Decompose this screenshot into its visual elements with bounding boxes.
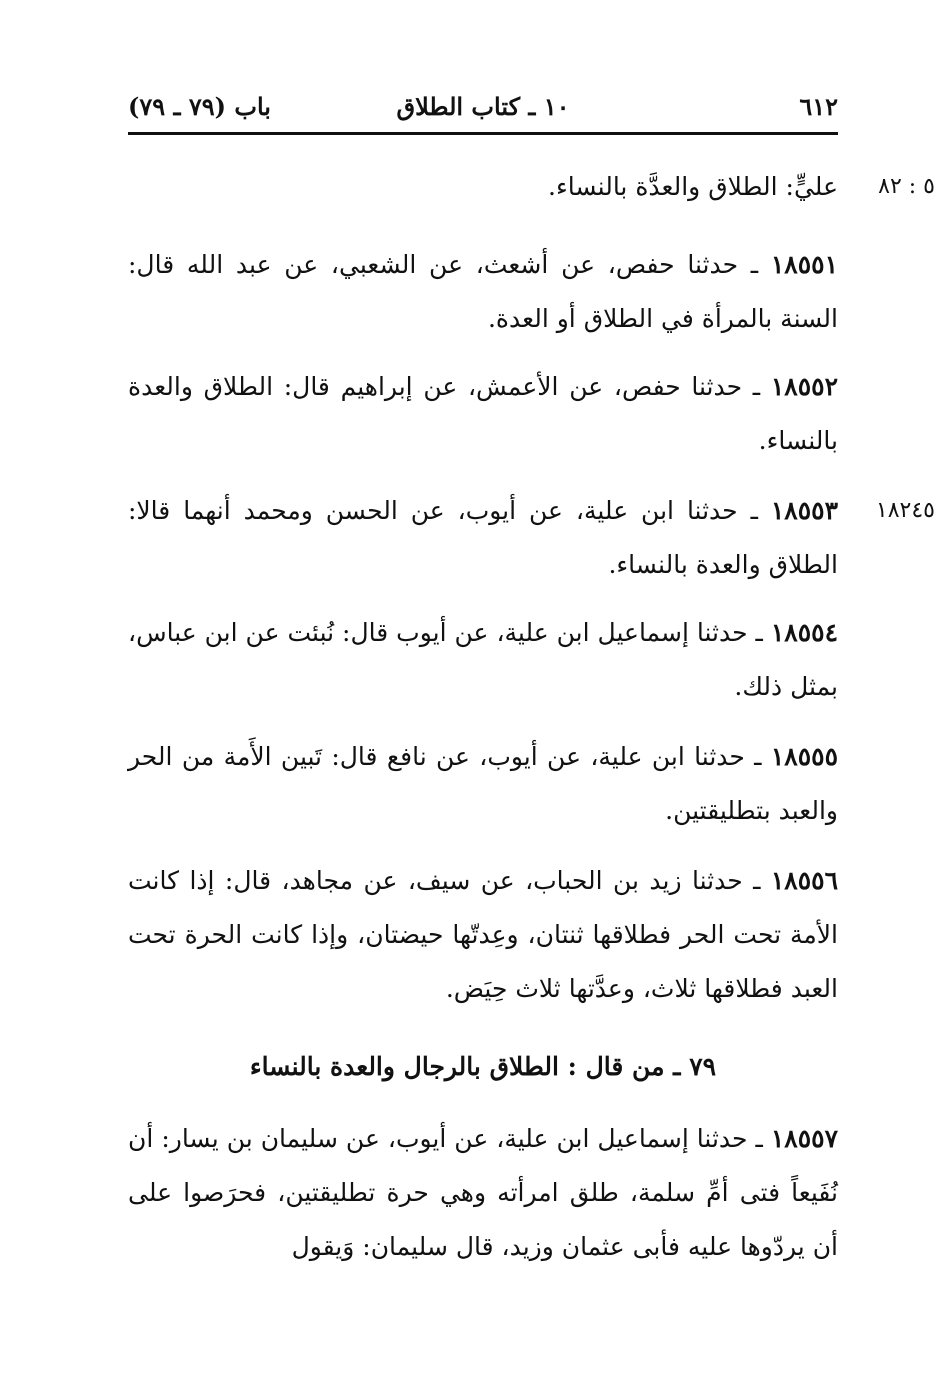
hadith-18557 xyxy=(128,1112,838,1274)
hadith-18553 xyxy=(128,484,838,592)
hadith-18554 xyxy=(128,606,838,714)
hadith-text: ـ حدثنا حفص، عن الأعمش، عن إبراهيم قال: الطلاق والعدة بالنساء. xyxy=(128,372,838,455)
hadith-number: ١٨٥٥٢ xyxy=(770,372,838,401)
book-title: ١٠ ـ كتاب الطلاق xyxy=(396,92,570,121)
page-number: ٦١٢ xyxy=(799,92,838,121)
hadith-18551 xyxy=(128,238,838,346)
hadith-number: ١٨٥٥٤ xyxy=(770,618,838,647)
hadith-number: ١٨٥٥٥ xyxy=(770,742,838,771)
hadith-number: ١٨٥٥٣ xyxy=(770,496,838,525)
margin-note-number: ١٨٢٤٥ xyxy=(875,498,935,523)
hadith-number: ١٨٥٥١ xyxy=(770,250,838,279)
hadith-text: ـ حدثنا إسماعيل ابن علية، عن أيوب قال: نُبئت عن ابن عباس، بمثل ذلك. xyxy=(128,618,838,701)
intro-line: عليٍّ: الطلاق والعدَّة بالنساء. xyxy=(548,172,838,201)
hadith-text: ـ حدثنا حفص، عن أشعث، عن الشعبي، عن عبد الله قال: السنة بالمرأة في الطلاق أو العدة. xyxy=(128,250,838,333)
hadith-18555 xyxy=(128,730,838,838)
hadith-number: ١٨٥٥٦ xyxy=(770,866,838,895)
hadith-text: ـ حدثنا ابن علية، عن أيوب، عن الحسن ومحمد أنهما قالا: الطلاق والعدة بالنساء. xyxy=(128,496,838,579)
hadith-text: ـ حدثنا ابن علية، عن أيوب، عن نافع قال: تَبين الأَمة من الحر والعبد بتطليقتين. xyxy=(128,742,838,825)
chapter-heading: ٧٩ ـ من قال : الطلاق بالرجال والعدة بالنساء xyxy=(249,1052,717,1081)
margin-note-ref: ٥ : ٨٢ xyxy=(878,174,935,199)
hadith-number: ١٨٥٥٧ xyxy=(770,1124,838,1153)
hadith-text: ـ حدثنا زيد بن الحباب، عن سيف، عن مجاهد، قال: إذا كانت الأمة تحت الحر فطلاقها ثنتان، وعِدتّها حيضتان، وإذا كانت الحرة تحت العبد فطلاقها ثلاث، وعدَّتها ثلاث حِيَض. xyxy=(128,866,838,1003)
hadith-18556 xyxy=(128,854,838,1016)
chapter-reference: باب (٧٩ ـ ٧٩) xyxy=(128,92,271,121)
page-header xyxy=(128,88,838,132)
hadith-text: ـ حدثنا إسماعيل ابن علية، عن أيوب، عن سليمان بن يسار: أن نُفَيعاً فتى أمِّ سلمة، طلق امرأته وهي حرة تطليقتين، فحرَصوا على أن يردّوها عليه فأبى عثمان وزيد، قال سليمان: وَيقول xyxy=(128,1124,838,1261)
header-rule xyxy=(128,132,838,135)
hadith-18552 xyxy=(128,360,838,468)
